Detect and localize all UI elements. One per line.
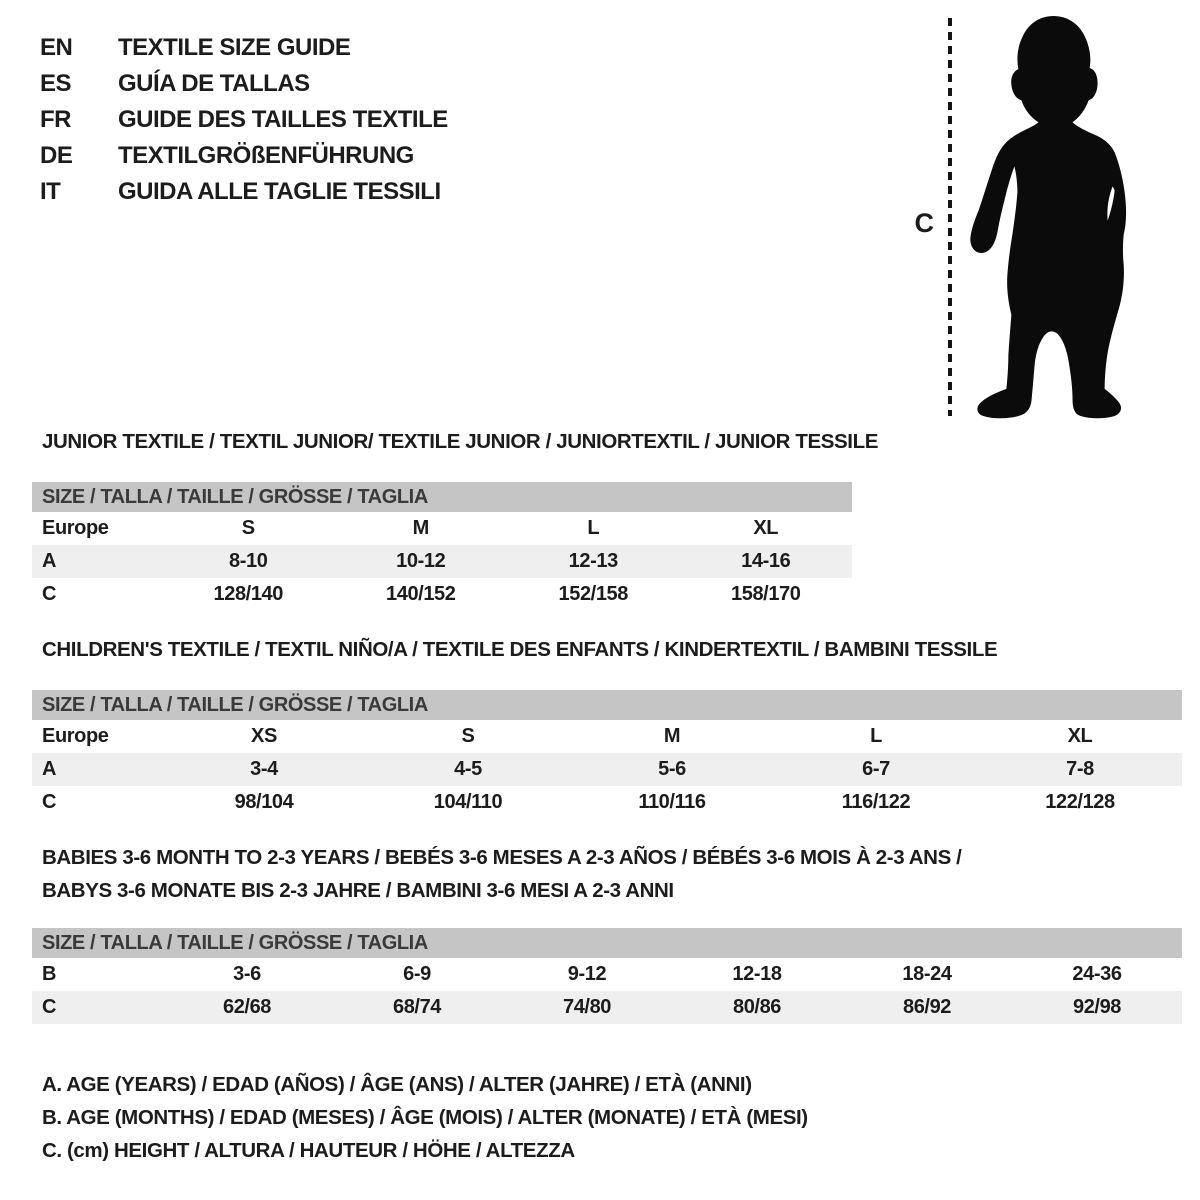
babies-table-header: SIZE / TALLA / TAILLE / GRÖSSE / TAGLIA	[32, 928, 1182, 958]
height-value: 122/128	[1045, 791, 1115, 813]
row-label: A	[42, 550, 57, 572]
lang-code-es: ES	[40, 70, 72, 97]
age-value: 4-5	[454, 758, 482, 780]
size-value: M	[412, 517, 429, 539]
row-label: A	[42, 758, 57, 780]
lang-code-en: EN	[40, 34, 73, 61]
height-value: 86/92	[902, 996, 952, 1018]
table-row	[32, 545, 852, 578]
height-value: 128/140	[213, 583, 283, 605]
height-value: 74/80	[562, 996, 612, 1018]
height-value: 68/74	[392, 996, 442, 1018]
row-label: Europe	[42, 725, 109, 747]
size-value: L	[587, 517, 600, 539]
size-value: L	[870, 725, 882, 747]
section-title-babies-line2: BABYS 3-6 MONATE BIS 2-3 JAHRE / BAMBINI 3-6 MESI A 2-3 ANNI	[42, 879, 674, 902]
table-row	[32, 720, 1182, 753]
age-value: 6-7	[862, 758, 890, 780]
lang-title-en: TEXTILE SIZE GUIDE	[118, 34, 351, 61]
size-value: XS	[251, 725, 277, 747]
age-value: 12-13	[568, 550, 618, 572]
lang-code-it: IT	[40, 178, 61, 205]
age-value: 3-6	[233, 963, 261, 985]
age-value: 18-24	[902, 963, 952, 985]
height-value: 110/116	[638, 791, 706, 813]
age-value: 8-10	[229, 550, 268, 572]
lang-title-de: TEXTILGRÖßENFÜHRUNG	[118, 142, 414, 169]
height-value: 140/152	[386, 583, 456, 605]
children-table-header: SIZE / TALLA / TAILLE / GRÖSSE / TAGLIA	[32, 690, 1182, 720]
height-value: 116/122	[841, 791, 911, 813]
height-value: 62/68	[222, 996, 272, 1018]
height-value: 104/110	[433, 791, 503, 813]
height-measure-label: C	[914, 208, 934, 238]
lang-code-fr: FR	[40, 106, 71, 133]
toddler-silhouette	[965, 16, 1143, 422]
height-value: 98/104	[234, 791, 294, 813]
age-value: 14-16	[741, 550, 791, 572]
row-label: B	[42, 963, 57, 985]
table-row	[32, 578, 852, 611]
size-value: XL	[1067, 725, 1093, 747]
age-value: 7-8	[1066, 758, 1094, 780]
height-measure-dashed-line	[948, 18, 952, 416]
table-row	[32, 958, 1182, 991]
age-value: 10-12	[396, 550, 446, 572]
height-value: 152/158	[558, 583, 628, 605]
babies-size-table	[32, 928, 1182, 1024]
table-row	[32, 512, 852, 545]
age-value: 9-12	[567, 963, 607, 985]
junior-table-header: SIZE / TALLA / TAILLE / GRÖSSE / TAGLIA	[32, 482, 852, 512]
table-row	[32, 753, 1182, 786]
height-value: 80/86	[732, 996, 782, 1018]
height-value: 92/98	[1072, 996, 1122, 1018]
row-label: C	[42, 791, 57, 813]
table-row	[32, 786, 1182, 819]
table-row	[32, 991, 1182, 1024]
age-value: 12-18	[732, 963, 782, 985]
age-value: 6-9	[403, 963, 431, 985]
junior-size-table	[32, 482, 852, 611]
section-title-junior: JUNIOR TEXTILE / TEXTIL JUNIOR/ TEXTILE JUNIOR / JUNIORTEXTIL / JUNIOR TESSILE	[42, 430, 878, 453]
legend-line-a: A. AGE (YEARS) / EDAD (AÑOS) / ÂGE (ANS) / ALTER (JAHRE) / ETÀ (ANNI)	[42, 1073, 752, 1096]
row-label: C	[42, 583, 57, 605]
row-label: Europe	[42, 517, 109, 539]
size-value: S	[461, 725, 475, 747]
lang-title-fr: GUIDE DES TAILLES TEXTILE	[118, 106, 448, 133]
row-label: C	[42, 996, 57, 1018]
lang-code-de: DE	[40, 142, 73, 169]
age-value: 5-6	[658, 758, 686, 780]
measurement-legend	[42, 1068, 808, 1167]
section-title-babies-line1: BABIES 3-6 MONTH TO 2-3 YEARS / BEBÉS 3-6 MESES A 2-3 AÑOS / BÉBÉS 3-6 MOIS À 2-3 ANS /	[42, 846, 962, 869]
size-value: M	[663, 725, 681, 747]
size-value: S	[241, 517, 255, 539]
language-title-list	[40, 30, 448, 210]
age-value: 24-36	[1072, 963, 1122, 985]
height-value: 158/170	[731, 583, 801, 605]
legend-line-c: C. (cm) HEIGHT / ALTURA / HAUTEUR / HÖHE / ALTEZZA	[42, 1139, 575, 1162]
children-size-table	[32, 690, 1182, 819]
age-value: 3-4	[250, 758, 278, 780]
section-title-children: CHILDREN'S TEXTILE / TEXTIL NIÑO/A / TEXTILE DES ENFANTS / KINDERTEXTIL / BAMBINI TESSILE	[42, 638, 998, 661]
lang-title-it: GUIDA ALLE TAGLIE TESSILI	[118, 178, 441, 205]
lang-title-es: GUÍA DE TALLAS	[118, 70, 310, 97]
legend-line-b: B. AGE (MONTHS) / EDAD (MESES) / ÂGE (MOIS) / ALTER (MONATE) / ETÀ (MESI)	[42, 1106, 808, 1129]
size-value: XL	[753, 517, 779, 539]
